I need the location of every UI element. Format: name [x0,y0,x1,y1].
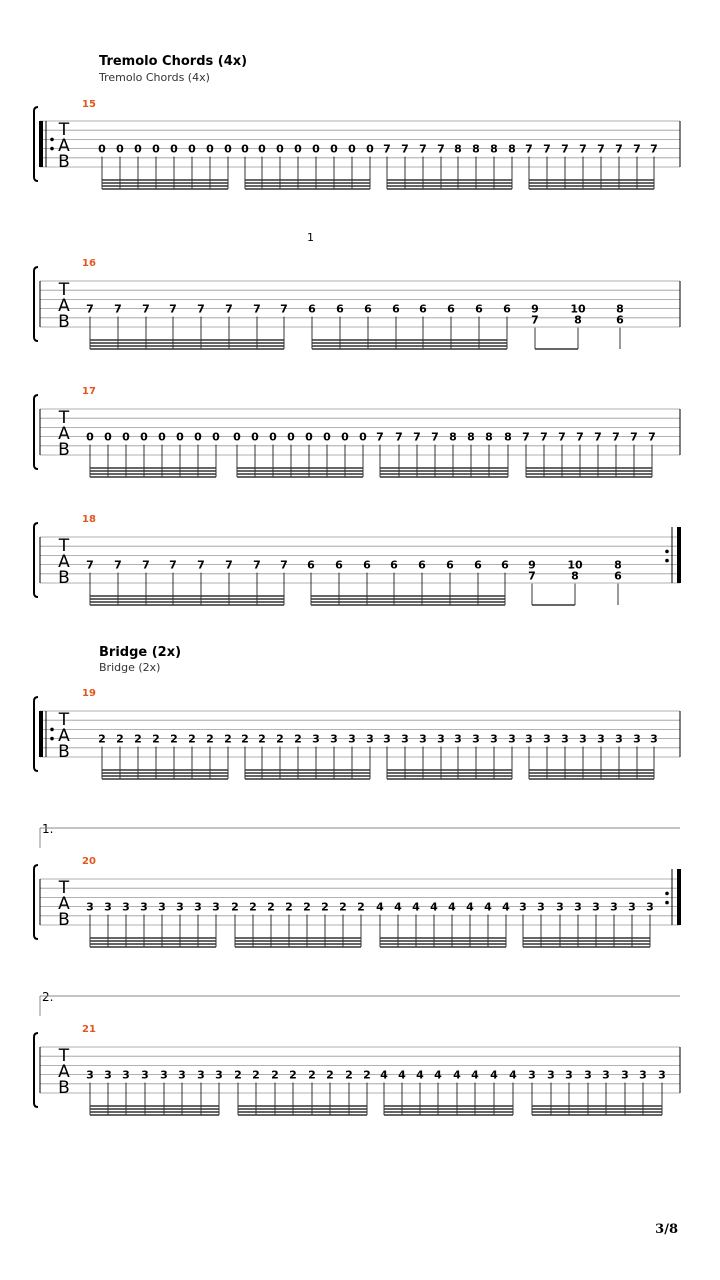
bar-number: 15 [82,99,96,110]
fret-number: 3 [212,900,220,914]
fret-number: 6 [335,558,343,572]
fret-number: 7 [114,302,122,316]
repeat-start-thick-bar [39,711,43,757]
fret-number: 7 [615,142,623,156]
fret-number: 3 [602,1068,610,1082]
fret-number: 0 [176,430,184,444]
fret-number: 6 [614,569,622,583]
fret-number: 2 [276,732,284,746]
fret-number: 7 [531,313,539,327]
fret-number: 7 [114,558,122,572]
fret-number: 0 [194,430,202,444]
fret-number: 3 [86,900,94,914]
tab-clef-letter: B [58,742,70,762]
fret-number: 3 [215,1068,223,1082]
fret-number: 6 [392,302,400,316]
fret-number: 2 [267,900,275,914]
fret-number: 3 [140,900,148,914]
section-title-tremolo: Tremolo Chords (4x) [99,54,248,69]
fret-number: 4 [416,1068,424,1082]
fret-number: 3 [525,732,533,746]
repeat-dot [665,559,669,563]
fret-number: 3 [437,732,445,746]
fret-number: 4 [509,1068,517,1082]
tab-clef-letter: T [58,280,70,300]
fret-number: 7 [528,569,536,583]
fret-number: 3 [650,732,658,746]
fret-number: 7 [225,302,233,316]
fret-number: 7 [142,558,150,572]
repeat-start-thick-bar [39,121,43,167]
tab-clef-letter: T [58,408,70,428]
fret-number: 10 [570,302,586,316]
fret-number: 7 [401,142,409,156]
fret-number: 2 [170,732,178,746]
tab-clef-letter: T [58,536,70,556]
fret-number: 4 [466,900,474,914]
repeat-dot [665,892,669,896]
fret-number: 8 [490,142,498,156]
section-subtitle-bridge: Bridge (2x) [99,661,161,674]
fret-number: 3 [565,1068,573,1082]
fret-number: 4 [490,1068,498,1082]
fret-number: 0 [158,430,166,444]
fret-number: 0 [116,142,124,156]
fret-number: 7 [522,430,530,444]
fret-number: 9 [531,302,539,316]
tab-clef-letter: A [58,726,70,746]
bar-number: 16 [82,258,96,269]
fret-number: 6 [308,302,316,316]
fret-number: 3 [160,1068,168,1082]
fret-number: 3 [401,732,409,746]
fret-number: 2 [357,900,365,914]
fret-number: 8 [614,558,622,572]
fret-number: 0 [140,430,148,444]
fret-number: 4 [448,900,456,914]
fret-number: 2 [188,732,196,746]
fret-number: 4 [412,900,420,914]
system-bracket [34,107,38,181]
fret-number: 7 [86,558,94,572]
fret-number: 3 [104,900,112,914]
fret-number: 7 [413,430,421,444]
fret-number: 2 [308,1068,316,1082]
fret-number: 3 [628,900,636,914]
fret-number: 0 [276,142,284,156]
fret-number: 7 [543,142,551,156]
fret-number: 0 [212,430,220,444]
repeat-dot [50,147,54,151]
repeat-dot [50,737,54,741]
fret-number: 0 [287,430,295,444]
fret-number: 2 [303,900,311,914]
fret-number: 0 [251,430,259,444]
fret-number: 7 [558,430,566,444]
repeat-end-thick-bar [677,869,681,925]
fret-number: 6 [447,302,455,316]
fret-number: 3 [615,732,623,746]
fret-number: 3 [454,732,462,746]
marker-label: 1 [307,231,314,244]
fret-number: 2 [294,732,302,746]
bar-number: 19 [82,688,96,699]
fret-number: 3 [584,1068,592,1082]
system-bracket [34,697,38,771]
fret-number: 3 [348,732,356,746]
fret-number: 8 [449,430,457,444]
fret-number: 7 [437,142,445,156]
system-bracket [34,865,38,939]
page-number: 3/8 [655,1222,678,1237]
fret-number: 3 [610,900,618,914]
fret-number: 6 [418,558,426,572]
fret-number: 2 [271,1068,279,1082]
fret-number: 4 [394,900,402,914]
fret-number: 0 [86,430,94,444]
fret-number: 2 [116,732,124,746]
fret-number: 6 [475,302,483,316]
fret-number: 7 [197,302,205,316]
fret-number: 0 [170,142,178,156]
system-bracket [34,523,38,597]
fret-number: 3 [86,1068,94,1082]
fret-number: 8 [467,430,475,444]
fret-number: 0 [359,430,367,444]
fret-number: 2 [345,1068,353,1082]
fret-number: 3 [639,1068,647,1082]
fret-number: 7 [561,142,569,156]
fret-number: 3 [658,1068,666,1082]
fret-number: 7 [169,302,177,316]
fret-number: 3 [197,1068,205,1082]
tab-clef-letter: A [58,424,70,444]
fret-number: 3 [592,900,600,914]
fret-number: 4 [430,900,438,914]
fret-number: 4 [471,1068,479,1082]
system-bracket [34,1033,38,1107]
fret-number: 0 [366,142,374,156]
fret-number: 3 [633,732,641,746]
fret-number: 7 [280,558,288,572]
fret-number: 4 [380,1068,388,1082]
bar-number: 21 [82,1024,96,1035]
repeat-dot [50,138,54,142]
bar-number: 17 [82,386,96,397]
section-title-bridge: Bridge (2x) [99,645,182,660]
fret-number: 6 [336,302,344,316]
fret-number: 7 [395,430,403,444]
fret-number: 7 [525,142,533,156]
fret-number: 0 [224,142,232,156]
fret-number: 7 [540,430,548,444]
fret-number: 4 [434,1068,442,1082]
fret-number: 7 [594,430,602,444]
fret-number: 0 [206,142,214,156]
fret-number: 7 [633,142,641,156]
section-subtitle-tremolo: Tremolo Chords (4x) [99,71,210,84]
fret-number: 0 [330,142,338,156]
fret-number: 3 [194,900,202,914]
fret-number: 7 [612,430,620,444]
fret-number: 8 [454,142,462,156]
fret-number: 0 [312,142,320,156]
repeat-dot [665,901,669,905]
fret-number: 2 [234,1068,242,1082]
fret-number: 7 [650,142,658,156]
fret-number: 7 [648,430,656,444]
fret-number: 3 [419,732,427,746]
fret-number: 2 [249,900,257,914]
repeat-dot [50,728,54,732]
fret-number: 0 [134,142,142,156]
fret-number: 4 [453,1068,461,1082]
fret-number: 7 [579,142,587,156]
fret-number: 0 [258,142,266,156]
fret-number: 6 [616,313,624,327]
fret-number: 4 [484,900,492,914]
fret-number: 7 [431,430,439,444]
fret-number: 3 [621,1068,629,1082]
fret-number: 2 [241,732,249,746]
fret-number: 6 [307,558,315,572]
fret-number: 3 [556,900,564,914]
fret-number: 7 [376,430,384,444]
tab-clef-letter: B [58,910,70,930]
fret-number: 7 [383,142,391,156]
fret-number: 3 [597,732,605,746]
fret-number: 8 [616,302,624,316]
fret-number: 3 [158,900,166,914]
fret-number: 0 [241,142,249,156]
fret-number: 9 [528,558,536,572]
fret-number: 3 [178,1068,186,1082]
tab-clef-letter: B [58,568,70,588]
fret-number: 4 [398,1068,406,1082]
tab-clef-letter: A [58,296,70,316]
fret-number: 2 [326,1068,334,1082]
fret-number: 8 [574,313,582,327]
fret-number: 7 [169,558,177,572]
tab-clef-letter: A [58,136,70,156]
bar-number: 18 [82,514,96,525]
fret-number: 3 [537,900,545,914]
fret-number: 3 [312,732,320,746]
fret-number: 3 [543,732,551,746]
fret-number: 7 [197,558,205,572]
repeat-end-thick-bar [677,527,681,583]
fret-number: 3 [330,732,338,746]
fret-number: 3 [646,900,654,914]
fret-number: 3 [561,732,569,746]
fret-number: 8 [571,569,579,583]
fret-number: 3 [579,732,587,746]
fret-number: 6 [364,302,372,316]
system-bracket [34,395,38,469]
fret-number: 2 [206,732,214,746]
fret-number: 4 [502,900,510,914]
fret-number: 0 [104,430,112,444]
tab-clef-letter: T [58,710,70,730]
fret-number: 0 [152,142,160,156]
fret-number: 6 [474,558,482,572]
tab-clef-letter: A [58,552,70,572]
fret-number: 7 [86,302,94,316]
fret-number: 2 [224,732,232,746]
fret-number: 2 [363,1068,371,1082]
tab-clef-letter: T [58,1046,70,1066]
fret-number: 2 [258,732,266,746]
fret-number: 2 [252,1068,260,1082]
fret-number: 7 [576,430,584,444]
fret-number: 3 [104,1068,112,1082]
fret-number: 2 [285,900,293,914]
fret-number: 8 [472,142,480,156]
fret-number: 8 [508,142,516,156]
fret-number: 3 [508,732,516,746]
fret-number: 3 [122,1068,130,1082]
fret-number: 3 [547,1068,555,1082]
fret-number: 2 [134,732,142,746]
fret-number: 7 [253,558,261,572]
fret-number: 2 [152,732,160,746]
volta-2-label: 2. [42,990,54,1004]
fret-number: 7 [142,302,150,316]
fret-number: 3 [122,900,130,914]
fret-number: 7 [280,302,288,316]
fret-number: 3 [490,732,498,746]
fret-number: 6 [503,302,511,316]
fret-number: 6 [501,558,509,572]
fret-number: 0 [305,430,313,444]
fret-number: 0 [294,142,302,156]
fret-number: 0 [323,430,331,444]
fret-number: 8 [485,430,493,444]
fret-number: 3 [176,900,184,914]
fret-number: 0 [98,142,106,156]
tab-clef-letter: B [58,152,70,172]
fret-number: 7 [597,142,605,156]
bar-number: 20 [82,856,96,867]
fret-number: 7 [419,142,427,156]
fret-number: 2 [98,732,106,746]
tab-clef-letter: T [58,120,70,140]
fret-number: 2 [231,900,239,914]
fret-number: 7 [253,302,261,316]
fret-number: 8 [504,430,512,444]
fret-number: 2 [289,1068,297,1082]
fret-number: 4 [376,900,384,914]
fret-number: 3 [141,1068,149,1082]
fret-number: 0 [269,430,277,444]
fret-number: 6 [390,558,398,572]
fret-number: 0 [233,430,241,444]
fret-number: 2 [321,900,329,914]
fret-number: 0 [122,430,130,444]
fret-number: 3 [472,732,480,746]
fret-number: 7 [630,430,638,444]
fret-number: 3 [366,732,374,746]
tab-clef-letter: T [58,878,70,898]
tab-clef-letter: B [58,440,70,460]
tab-clef-letter: A [58,894,70,914]
repeat-dot [665,550,669,554]
fret-number: 3 [528,1068,536,1082]
fret-number: 6 [446,558,454,572]
fret-number: 3 [383,732,391,746]
fret-number: 2 [339,900,347,914]
fret-number: 10 [567,558,583,572]
fret-number: 0 [188,142,196,156]
fret-number: 0 [341,430,349,444]
system-bracket [34,267,38,341]
fret-number: 0 [348,142,356,156]
fret-number: 3 [574,900,582,914]
fret-number: 7 [225,558,233,572]
fret-number: 6 [419,302,427,316]
tab-clef-letter: B [58,312,70,332]
volta-1-label: 1. [42,822,54,836]
tab-clef-letter: B [58,1078,70,1098]
tab-clef-letter: A [58,1062,70,1082]
fret-number: 6 [363,558,371,572]
fret-number: 3 [519,900,527,914]
